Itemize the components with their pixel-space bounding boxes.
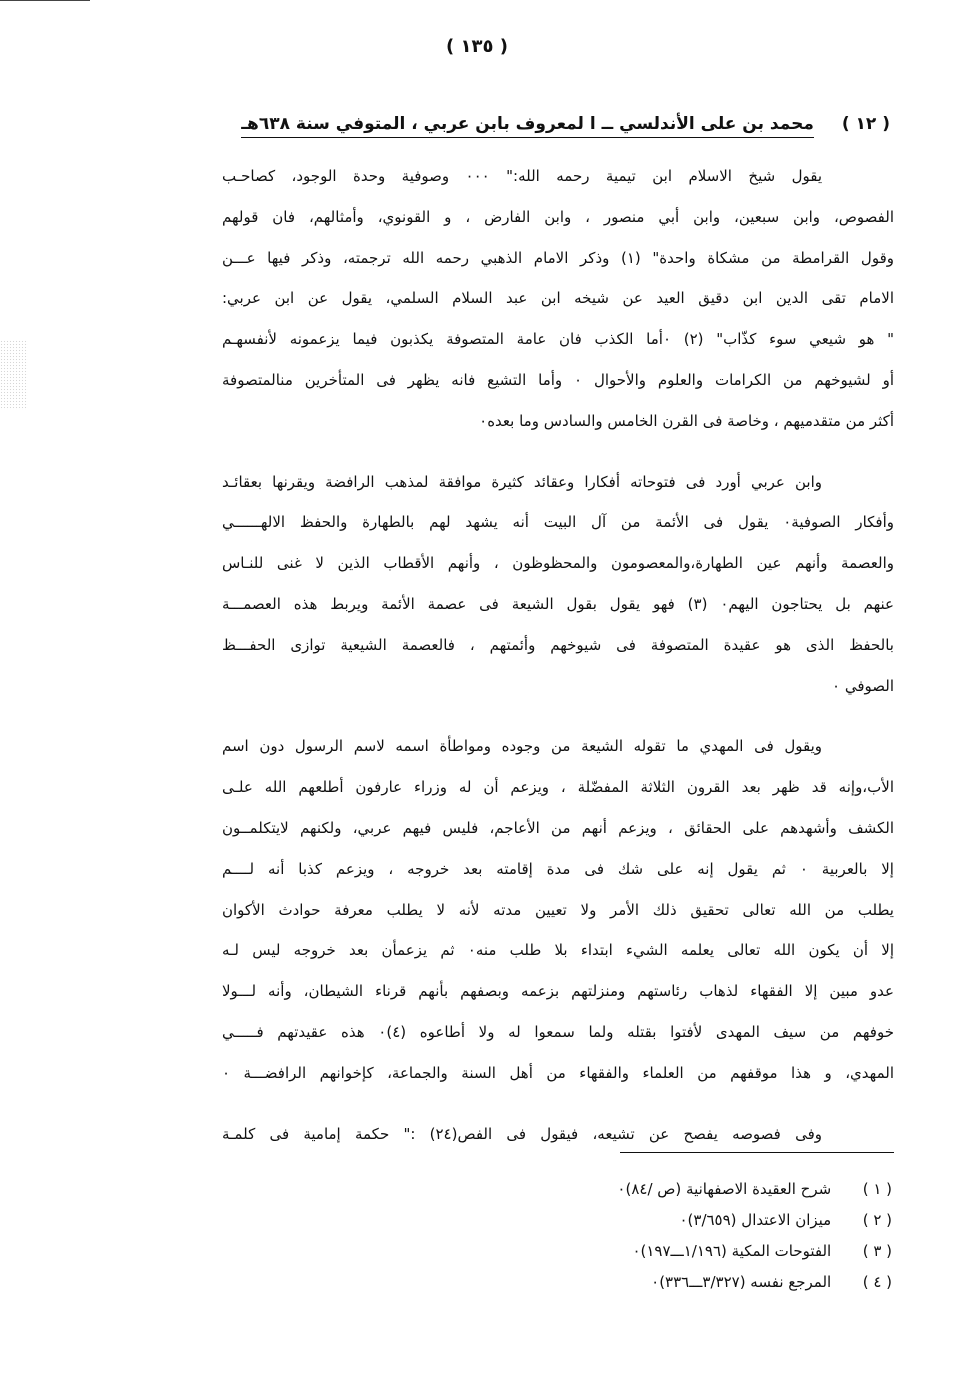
footnote-divider — [620, 1152, 894, 1153]
text-line: وفى فصوصه يفصح عن تشيعه، فيقول فى الفص(٢٤) :" حكمة إمامية فى كلمـة — [222, 1124, 822, 1143]
text-line: الكشف وأشهدهم على الحقائق ، ويزعم أنهم من الأعاجم، فليس فيهم عربي، ولكنهم لايتكلمــون — [222, 818, 894, 837]
paragraph — [222, 156, 894, 442]
text-line: خوفهم من سيف المهدى لأفتوا بقتله ولما سمعوا له ولا أطاعوه (٤)٠ هذه عقيدتهم فـــــي — [222, 1022, 894, 1041]
footnote-text: شرح العقيدة الاصفهانية (ص /٨٤)٠ — [617, 1180, 832, 1198]
text-line: " هو شيعي سوء كذّاب" (٢) ٠أما الكذب فان عامة المتصوفة يكذبون فيما يزعمونه لأنفسهـم — [222, 330, 894, 349]
text-line: والعصمة وأنهم عين الطهارة،والمعصومون والمحظوظون ، وأنهم الأقطاب الذين لا غنى للنـاس — [222, 554, 894, 573]
footnote — [532, 1267, 892, 1298]
text-line: ويقول فى المهدي ما تقوله الشيعة من وجوده ومواطأة اسمه لاسم الرسول دون اسم — [222, 737, 822, 756]
entry-number: ( ١٢ ) — [841, 114, 890, 134]
footnote-number: ( ٤ ) — [862, 1273, 892, 1291]
text-line: وقول القرامطة من مشكاة واحدة" (١) وذكر الامام الذهبي رحمه الله ترجمته، وذكر فيها عـــن — [222, 248, 894, 267]
page-number: ( ١٣٥ ) — [446, 36, 508, 57]
footnote-text: ميزان الاعتدال (٣/٦٥٩)٠ — [679, 1211, 832, 1229]
text-line: الصوفي ٠ — [832, 676, 894, 695]
footnote — [532, 1174, 892, 1205]
entry-heading — [241, 114, 890, 134]
text-line: عنهم بل يحتاجون اليهم٠ (٣) فهو يقول بقول الشيعة فى عصمة الأئمة ويربط هذه العصمـــة — [222, 594, 895, 613]
text-line: الأب،وإنه قد ظهر بعد القرون الثلاثة المفضّلة ، ويزعم أن له وزراء عارفون أطلعهم الله علـى — [222, 778, 894, 797]
footnote-number: ( ٢ ) — [862, 1211, 892, 1229]
footnote-text: الفتوحات المكية (١/١٩٦ـــ١٩٧)٠ — [632, 1242, 832, 1260]
paragraph — [222, 462, 894, 707]
entry-title: محمد بن على الأندلسي ــ ا لمعروف بابن عربي ، المتوفي سنة ٦٣٨هـ — [241, 114, 814, 138]
footnote-number: ( ٣ ) — [862, 1242, 892, 1260]
footnote-number: ( ١ ) — [862, 1180, 892, 1198]
text-line: الامام تقى الدين ابن دقيق العيد عن شيخه ابن عبد السلام السلمي، يقول عن ابن عربي: — [222, 289, 894, 308]
text-line: وأفكار الصوفية٠ يقول فى الأئمة من آل البيت أنه يشهد لهم بالطهارة والحفظ الالهــــــي — [222, 513, 895, 532]
text-line: يقول شيخ الاسلام ابن تيمية رحمه الله:" ٠٠٠ وصوفية وحدة الوجود، كصاحـب — [222, 167, 822, 185]
scan-edge-line — [0, 0, 90, 1]
text-line: إلا أن يكون الله تعالى يعلمه الشيء ابتداء بلا طلب منه٠ ثم يزعمأن بعد خروجه ليس لـه — [222, 941, 895, 960]
body-text — [222, 156, 894, 1154]
text-line: عدو مبين إلا الفقهاء لذهاب رئاستهم ومنزلتهم بزعمه وبصفهم بأنهم قرناء الشيطان، وأنه لـــولا — [222, 982, 894, 1001]
footnotes — [532, 1174, 892, 1298]
text-line: بالحفظ الذى هو عقيدة المتصوفة فى شيوخهم وأئمتهم ، فالعصمة الشيعية توازى الحفـــظ — [222, 635, 894, 654]
paragraph — [222, 726, 894, 1093]
paragraph — [222, 1114, 894, 1155]
text-line: أكثر من متقدميهم ، وخاصة فى القرن الخامس والسادس وما بعده٠ — [479, 411, 894, 430]
text-line: وابن عربي أورد فى فتوحاته أفكارا وعقائد كثيرة موافقة لمذهب الرافضة ويقرنها بعقائـد — [222, 472, 822, 491]
text-line: المهدي، و هذا موقفهم من العلماء والفقهاء من أهل السنة والجماعة، كإخوانهم الرافضـــة ٠ — [222, 1063, 894, 1082]
footnote — [532, 1236, 892, 1267]
scan-noise — [0, 340, 28, 410]
text-line: الفصوص، وابن سبعين، وابن أبي منصور ، وابن الفارض ، و القونوي، وأمثالهم، فان قولهم — [222, 207, 894, 226]
text-line: يطلب من الله تعالى تحقيق ذلك الأمر ولا تعيين مدته لأنه لا يطلب معرفة حوادث الأكوان — [222, 900, 894, 919]
footnote-text: المرجع نفسه (٣/٣٢٧ـــ٣٣٦)٠ — [651, 1273, 832, 1291]
footnote — [532, 1205, 892, 1236]
text-line: إلا بالعربية ٠ ثم يقول إنه على شك فى مدة إقامته بعد خروجه ، ويزعم كذبا أنه لــــم — [222, 859, 894, 878]
text-line: أو لشيوخهم من الكرامات والعلوم والأحوال ٠ وأما التشيع فانه يظهر فى المتأخرين منالمتصوفة — [222, 370, 894, 389]
